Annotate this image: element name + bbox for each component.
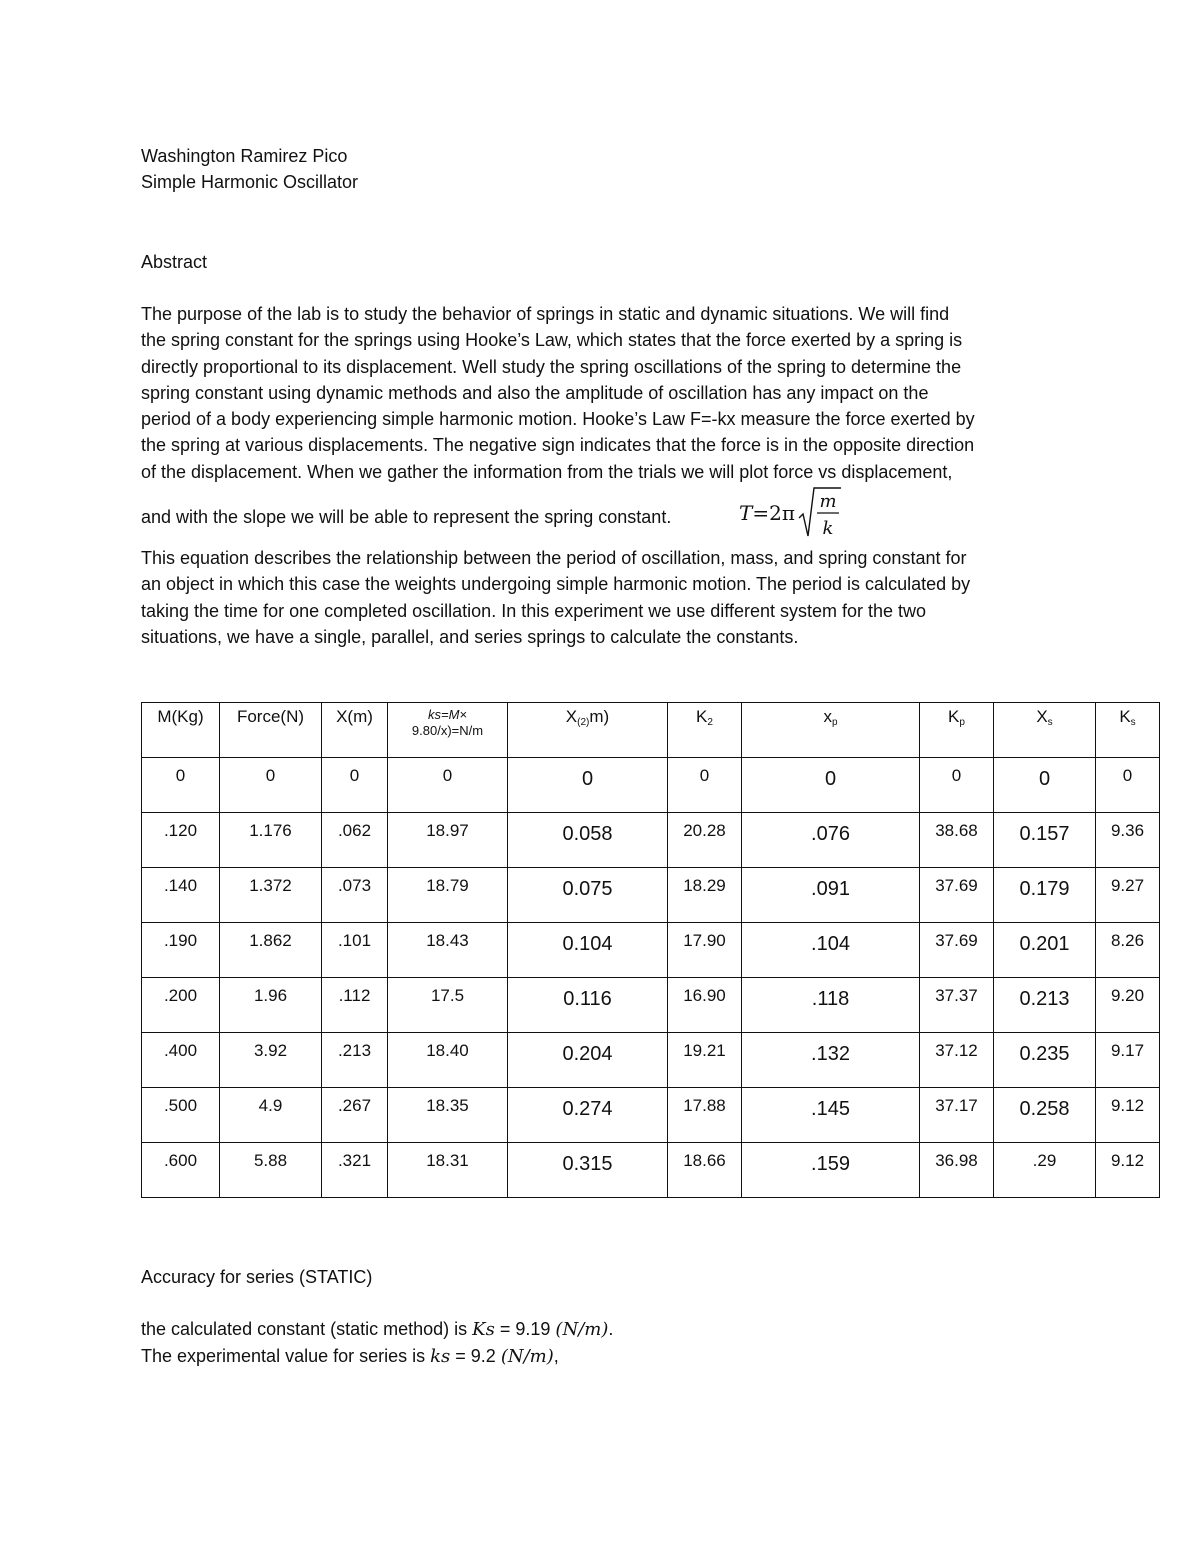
cell-x: .112 bbox=[322, 978, 388, 1033]
abstract-line: directly proportional to its displacement. Well study the spring oscillations of the spring to determine the bbox=[141, 356, 962, 377]
cell-mass: 0 bbox=[142, 758, 220, 813]
cell-k2: 0 bbox=[668, 758, 742, 813]
header-ks-line2: 9.80/x)=N/m bbox=[411, 723, 484, 738]
table-row bbox=[142, 758, 1160, 813]
abstract-line: the spring constant for the springs using Hooke’s Law, which states that the force exerted by a spring is bbox=[141, 330, 963, 351]
cell-ks-calc: 18.35 bbox=[388, 1088, 508, 1143]
cell-xp: .159 bbox=[742, 1143, 920, 1198]
header-ks-main: K bbox=[1119, 707, 1131, 726]
sqrt-radical-icon bbox=[797, 484, 841, 542]
cell-xp: .091 bbox=[742, 868, 920, 923]
cell-ks-calc: 18.97 bbox=[388, 813, 508, 868]
cell-x2: 0.116 bbox=[508, 978, 668, 1033]
table-row bbox=[142, 923, 1160, 978]
equation-line: situations, we have a single, parallel, and series springs to calculate the constants. bbox=[141, 626, 799, 647]
cell-kp: 37.69 bbox=[920, 923, 994, 978]
author-name: Washington Ramirez Pico bbox=[141, 146, 348, 166]
accuracy-line2-var: ks bbox=[430, 1346, 451, 1368]
accuracy-line1-eq: = 9.19 bbox=[494, 1319, 556, 1339]
spring-data-table bbox=[141, 702, 1160, 1198]
header-k2-sub: 2 bbox=[707, 717, 713, 728]
cell-xp: .145 bbox=[742, 1088, 920, 1143]
cell-xp: .076 bbox=[742, 813, 920, 868]
header-force: Force(N) bbox=[220, 703, 322, 758]
cell-x: .267 bbox=[322, 1088, 388, 1143]
cell-ks: 9.12 bbox=[1096, 1143, 1160, 1198]
cell-kp: 0 bbox=[920, 758, 994, 813]
cell-mass: .190 bbox=[142, 923, 220, 978]
cell-ks: 9.27 bbox=[1096, 868, 1160, 923]
cell-kp: 36.98 bbox=[920, 1143, 994, 1198]
equation-paragraph bbox=[141, 545, 1081, 650]
cell-mass: .500 bbox=[142, 1088, 220, 1143]
cell-k2: 20.28 bbox=[668, 813, 742, 868]
table-row bbox=[142, 1033, 1160, 1088]
cell-ks: 8.26 bbox=[1096, 923, 1160, 978]
formula-denominator: k bbox=[822, 518, 834, 539]
cell-kp: 37.12 bbox=[920, 1033, 994, 1088]
cell-mass: .400 bbox=[142, 1033, 220, 1088]
cell-ks: 9.36 bbox=[1096, 813, 1160, 868]
header-xp bbox=[742, 703, 920, 758]
header-x2 bbox=[508, 703, 668, 758]
accuracy-line1-unit: (N/m) bbox=[555, 1319, 609, 1340]
cell-xs: 0 bbox=[994, 758, 1096, 813]
cell-k2: 17.90 bbox=[668, 923, 742, 978]
header-x2-main: X bbox=[565, 707, 578, 726]
cell-x: .321 bbox=[322, 1143, 388, 1198]
accuracy-line2-pre: The experimental value for series is bbox=[141, 1346, 431, 1367]
cell-force: 1.176 bbox=[220, 813, 322, 868]
cell-ks: 9.20 bbox=[1096, 978, 1160, 1033]
header-ks bbox=[1096, 703, 1160, 758]
abstract-heading bbox=[141, 249, 1081, 275]
header-ks-formula bbox=[388, 703, 508, 758]
cell-x2: 0 bbox=[508, 758, 668, 813]
formula-line bbox=[141, 484, 1081, 544]
cell-k2: 19.21 bbox=[668, 1033, 742, 1088]
table-body bbox=[142, 758, 1160, 1198]
cell-xs: 0.258 bbox=[994, 1088, 1096, 1143]
table-header-row bbox=[142, 703, 1160, 758]
cell-kp: 37.69 bbox=[920, 868, 994, 923]
cell-ks: 9.12 bbox=[1096, 1088, 1160, 1143]
cell-x2: 0.204 bbox=[508, 1033, 668, 1088]
header-xp-main: x bbox=[823, 707, 832, 726]
cell-ks-calc: 18.43 bbox=[388, 923, 508, 978]
header-mass: M(Kg) bbox=[142, 703, 220, 758]
cell-x: .073 bbox=[322, 868, 388, 923]
formula-numerator: m bbox=[819, 491, 837, 512]
cell-xs: 0.235 bbox=[994, 1033, 1096, 1088]
header-x2-tail: m) bbox=[589, 707, 610, 726]
document-title: Simple Harmonic Oscillator bbox=[141, 172, 359, 193]
header-kp-sub: p bbox=[959, 717, 965, 728]
cell-mass: .120 bbox=[142, 813, 220, 868]
header-xs-main: X bbox=[1036, 707, 1048, 726]
cell-xp: .132 bbox=[742, 1033, 920, 1088]
accuracy-line-calculated bbox=[141, 1316, 1081, 1343]
accuracy-heading-text: Accuracy for series (STATIC) bbox=[141, 1267, 373, 1287]
table-row bbox=[142, 978, 1160, 1033]
accuracy-line2-eq: = 9.2 bbox=[450, 1346, 501, 1367]
cell-kp: 37.17 bbox=[920, 1088, 994, 1143]
equation-line: This equation describes the relationship between the period of oscillation, mass, and spring constant for bbox=[141, 548, 967, 568]
header-xp-sub: p bbox=[831, 717, 838, 728]
accuracy-heading bbox=[141, 1264, 1081, 1290]
cell-mass: .600 bbox=[142, 1143, 220, 1198]
cell-force: 4.9 bbox=[220, 1088, 322, 1143]
accuracy-line2-post: , bbox=[553, 1346, 559, 1367]
cell-xs: 0.201 bbox=[994, 923, 1096, 978]
abstract-paragraph bbox=[141, 301, 1081, 485]
cell-x2: 0.058 bbox=[508, 813, 668, 868]
cell-x: 0 bbox=[322, 758, 388, 813]
header-kp-main: K bbox=[948, 707, 960, 726]
cell-ks: 0 bbox=[1096, 758, 1160, 813]
equation-line: taking the time for one completed oscillation. In this experiment we use different system for the two bbox=[141, 600, 927, 621]
cell-x2: 0.315 bbox=[508, 1143, 668, 1198]
accuracy-line2-unit: (N/m) bbox=[500, 1346, 554, 1368]
header-ks-line1: ks=M× bbox=[427, 707, 467, 722]
cell-force: 1.862 bbox=[220, 923, 322, 978]
cell-x2: 0.274 bbox=[508, 1088, 668, 1143]
cell-xs: 0.213 bbox=[994, 978, 1096, 1033]
period-formula bbox=[739, 484, 841, 542]
cell-force: 1.96 bbox=[220, 978, 322, 1033]
formula-lead-text: and with the slope we will be able to represent the spring constant. bbox=[141, 507, 672, 527]
cell-xp: .118 bbox=[742, 978, 920, 1033]
header-k2-main: K bbox=[696, 707, 708, 726]
cell-force: 0 bbox=[220, 758, 322, 813]
header-k2 bbox=[668, 703, 742, 758]
cell-force: 3.92 bbox=[220, 1033, 322, 1088]
cell-ks-calc: 18.40 bbox=[388, 1033, 508, 1088]
cell-x: .101 bbox=[322, 923, 388, 978]
cell-xs: 0.157 bbox=[994, 813, 1096, 868]
cell-kp: 37.37 bbox=[920, 978, 994, 1033]
cell-x: .213 bbox=[322, 1033, 388, 1088]
accuracy-line1-pre: the calculated constant (static method) is bbox=[141, 1319, 473, 1339]
abstract-line: spring constant using dynamic methods and also the amplitude of oscillation has any impact on the bbox=[141, 382, 929, 403]
formula-equals: =2π bbox=[752, 500, 795, 525]
abstract-line: of the displacement. When we gather the information from the trials we will plot force vs displacement, bbox=[141, 461, 953, 482]
cell-k2: 18.29 bbox=[668, 868, 742, 923]
cell-x: .062 bbox=[322, 813, 388, 868]
cell-force: 1.372 bbox=[220, 868, 322, 923]
cell-ks-calc: 18.31 bbox=[388, 1143, 508, 1198]
cell-ks-calc: 0 bbox=[388, 758, 508, 813]
table-row bbox=[142, 1088, 1160, 1143]
cell-xp: .104 bbox=[742, 923, 920, 978]
table-row bbox=[142, 813, 1160, 868]
equation-line: an object in which this case the weights undergoing simple harmonic motion. The period is calculated by bbox=[141, 574, 971, 595]
table-row bbox=[142, 868, 1160, 923]
cell-k2: 17.88 bbox=[668, 1088, 742, 1143]
formula-lhs: T bbox=[739, 500, 753, 525]
cell-k2: 16.90 bbox=[668, 978, 742, 1033]
abstract-heading-text: Abstract bbox=[141, 252, 208, 272]
header-x2-sub: (2) bbox=[577, 717, 590, 728]
abstract-line: period of a body experiencing simple harmonic motion. Hooke’s Law F=-kx measure the force exerted by bbox=[141, 409, 975, 430]
cell-kp: 38.68 bbox=[920, 813, 994, 868]
header-xs-sub: s bbox=[1047, 717, 1053, 728]
abstract-line: the spring at various displacements. The negative sign indicates that the force is in the opposite direction bbox=[141, 435, 975, 456]
table-row bbox=[142, 1143, 1160, 1198]
accuracy-line-experimental bbox=[141, 1343, 1081, 1370]
cell-force: 5.88 bbox=[220, 1143, 322, 1198]
cell-mass: .140 bbox=[142, 868, 220, 923]
accuracy-paragraph bbox=[141, 1316, 1081, 1371]
accuracy-line1-var: Ks bbox=[472, 1319, 495, 1340]
accuracy-line1-post: . bbox=[608, 1319, 614, 1339]
cell-xs: .29 bbox=[994, 1143, 1096, 1198]
header-xs bbox=[994, 703, 1096, 758]
cell-x2: 0.075 bbox=[508, 868, 668, 923]
cell-k2: 18.66 bbox=[668, 1143, 742, 1198]
cell-xp: 0 bbox=[742, 758, 920, 813]
cell-xs: 0.179 bbox=[994, 868, 1096, 923]
cell-ks: 9.17 bbox=[1096, 1033, 1160, 1088]
header-x: X(m) bbox=[322, 703, 388, 758]
cell-ks-calc: 18.79 bbox=[388, 868, 508, 923]
header-ks-sub: s bbox=[1130, 717, 1136, 728]
cell-mass: .200 bbox=[142, 978, 220, 1033]
cell-ks-calc: 17.5 bbox=[388, 978, 508, 1033]
cell-x2: 0.104 bbox=[508, 923, 668, 978]
header-kp bbox=[920, 703, 994, 758]
document-header bbox=[141, 143, 1081, 196]
abstract-line: The purpose of the lab is to study the behavior of springs in static and dynamic situations. We will find bbox=[141, 304, 950, 324]
